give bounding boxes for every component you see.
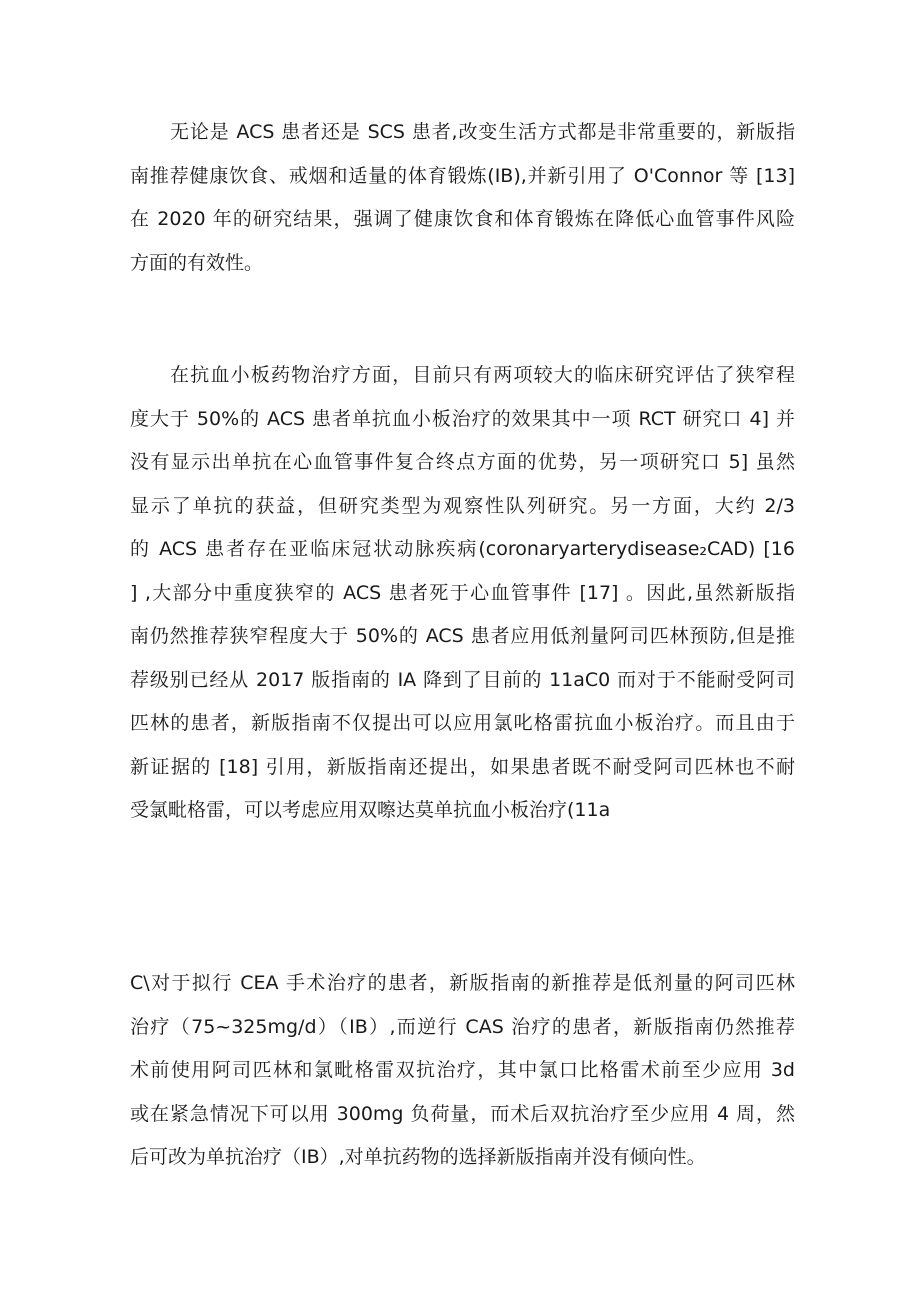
text-line: 受氯毗格雷，可以考虑应用双嚓达莫单抗血小板治疗(11a (130, 799, 611, 821)
text-line: 南仍然推荐狭窄程度大于 50%的 ACS 患者应用低剂量阿司匹林预防,但是推 (130, 625, 795, 647)
text-line: 在抗血小板药物治疗方面，目前只有两项较大的临床研究评估了狭窄程 (170, 364, 795, 386)
text-line: ] ,大部分中重度狭窄的 ACS 患者死于心血管事件 [17] 。因此,虽然新版指 (130, 581, 795, 604)
text-line: 显示了单抗的获益，但研究类型为观察性队列研究。另一方面，大约 2/3 (130, 494, 795, 517)
paragraph-cea-cas (130, 962, 795, 1180)
text-line: 术前使用阿司匹林和氯毗格雷双抗治疗，其中氯口比格雷术前至少应用 3d (130, 1059, 795, 1081)
text-line: 度大于 50%的 ACS 患者单抗血小板治疗的效果其中一项 RCT 研究口 4] 并 (130, 407, 795, 430)
text-line: 南推荐健康饮食、戒烟和适量的体育锻炼(IB),并新引用了 O'Connor 等 [13] (130, 164, 795, 187)
text-line: 无论是 ACS 患者还是 SCS 患者,改变生活方式都是非常重要的，新版指 (170, 121, 795, 143)
text-line: 新证据的 [18] 引用，新版指南还提出，如果患者既不耐受阿司匹林也不耐 (130, 755, 795, 778)
text-line: 或在紧急情况下可以用 300mg 负荷量，而术后双抗治疗至少应用 4 周，然 (130, 1102, 795, 1125)
text-line: 荐级别已经从 2017 版指南的 IA 降到了目前的 11aC0 而对于不能耐受阿司 (130, 668, 795, 691)
text-line: 在 2020 年的研究结果，强调了健康饮食和体育锻炼在降低心血管事件风险 (130, 208, 795, 230)
text-line: 没有显示出单抗在心血管事件复合终点方面的优势，另一项研究口 5] 虽然 (130, 451, 795, 473)
text-line: 治疗（75~325mg/d）（IB）,而逆行 CAS 治疗的患者，新版指南仍然推荐 (130, 1015, 795, 1038)
text-line: C\对于拟行 CEA 手术治疗的患者，新版指南的新推荐是低剂量的阿司匹林 (130, 972, 795, 994)
text-line: 方面的有效性。 (130, 251, 264, 274)
text-line: 匹林的患者，新版指南不仅提出可以应用氯叱格雷抗血小板治疗。而且由于 (130, 712, 795, 734)
paragraph-antiplatelet (130, 354, 795, 833)
text-line: 后可改为单抗治疗（IB）,对单抗药物的选择新版指南并没有倾向性。 (130, 1146, 706, 1168)
text-line: 的 ACS 患者存在亚临床冠状动脉疾病(coronaryarterydisease₂CAD) [16 (130, 538, 795, 560)
paragraph-lifestyle (130, 111, 795, 285)
